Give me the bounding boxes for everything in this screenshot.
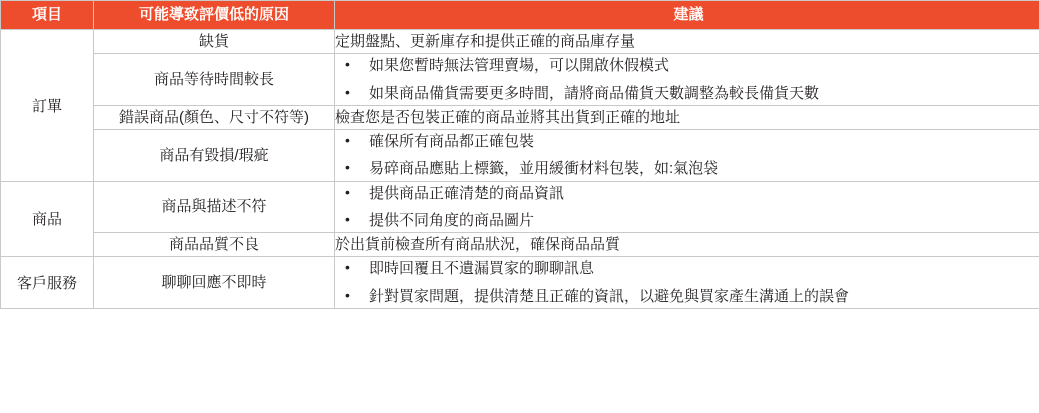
table-row — [1, 257, 1039, 309]
group-label-customer-service: 客戶服務 — [1, 257, 94, 309]
advice-cell — [335, 181, 1039, 233]
column-header-advice: 建議 — [335, 1, 1039, 30]
advice-text: 檢查您是否包裝正確的商品並將其出貨到正確的地址 — [335, 108, 681, 126]
table-row — [1, 233, 1039, 257]
advice-bullet: • 確保所有商品都正確包裝 — [335, 130, 1039, 153]
advice-cell — [335, 130, 1039, 182]
table-row — [1, 105, 1039, 129]
table-row — [1, 30, 1039, 54]
advice-cell — [335, 233, 1039, 257]
table-header — [1, 1, 1039, 30]
reason-cell: 聊聊回應不即時 — [94, 257, 335, 309]
advice-bullet: • 針對買家問題，提供清楚且正確的資訊，以避免與買家產生溝通上的誤會 — [335, 285, 1039, 308]
table-header-row — [1, 1, 1039, 30]
table-row — [1, 181, 1039, 233]
reason-cell: 缺貨 — [94, 30, 335, 54]
advice-bullet: • 易碎商品應貼上標籤，並用緩衝材料包裝，如:氣泡袋 — [335, 157, 1039, 180]
reason-cell: 商品有毀損/瑕疵 — [94, 130, 335, 182]
advice-bullet: • 提供商品正確清楚的商品資訊 — [335, 182, 1039, 205]
advice-bullet-list — [335, 54, 1039, 105]
table-body — [1, 30, 1039, 309]
advice-bullet-list — [335, 257, 1039, 308]
reason-cell: 商品等待時間較長 — [94, 54, 335, 106]
advice-cell — [335, 257, 1039, 309]
advice-cell — [335, 54, 1039, 106]
group-label-order: 訂單 — [1, 30, 94, 182]
reason-cell: 商品品質不良 — [94, 233, 335, 257]
reason-cell: 錯誤商品(顏色、尺寸不符等) — [94, 105, 335, 129]
advice-bullet: • 提供不同角度的商品圖片 — [335, 209, 1039, 232]
advice-bullet: • 如果您暫時無法管理賣場，可以開啟休假模式 — [335, 54, 1039, 77]
advice-bullet: • 即時回覆且不遺漏買家的聊聊訊息 — [335, 257, 1039, 280]
column-header-item: 項目 — [1, 1, 94, 30]
advice-bullet-list — [335, 130, 1039, 181]
advice-cell — [335, 105, 1039, 129]
advice-text: 定期盤點、更新庫存和提供正確的商品庫存量 — [335, 33, 636, 50]
column-header-reason: 可能導致評價低的原因 — [94, 1, 335, 30]
group-label-product: 商品 — [1, 181, 94, 257]
advice-bullet-list — [335, 182, 1039, 233]
advice-bullet: • 如果商品備貨需要更多時間，請將商品備貨天數調整為較長備貨天數 — [335, 82, 1039, 105]
advice-text: 於出貨前檢查所有商品狀況，確保商品品質 — [335, 236, 621, 253]
table-row — [1, 130, 1039, 182]
advice-cell — [335, 30, 1039, 54]
table-row — [1, 54, 1039, 106]
reason-cell: 商品與描述不符 — [94, 181, 335, 233]
